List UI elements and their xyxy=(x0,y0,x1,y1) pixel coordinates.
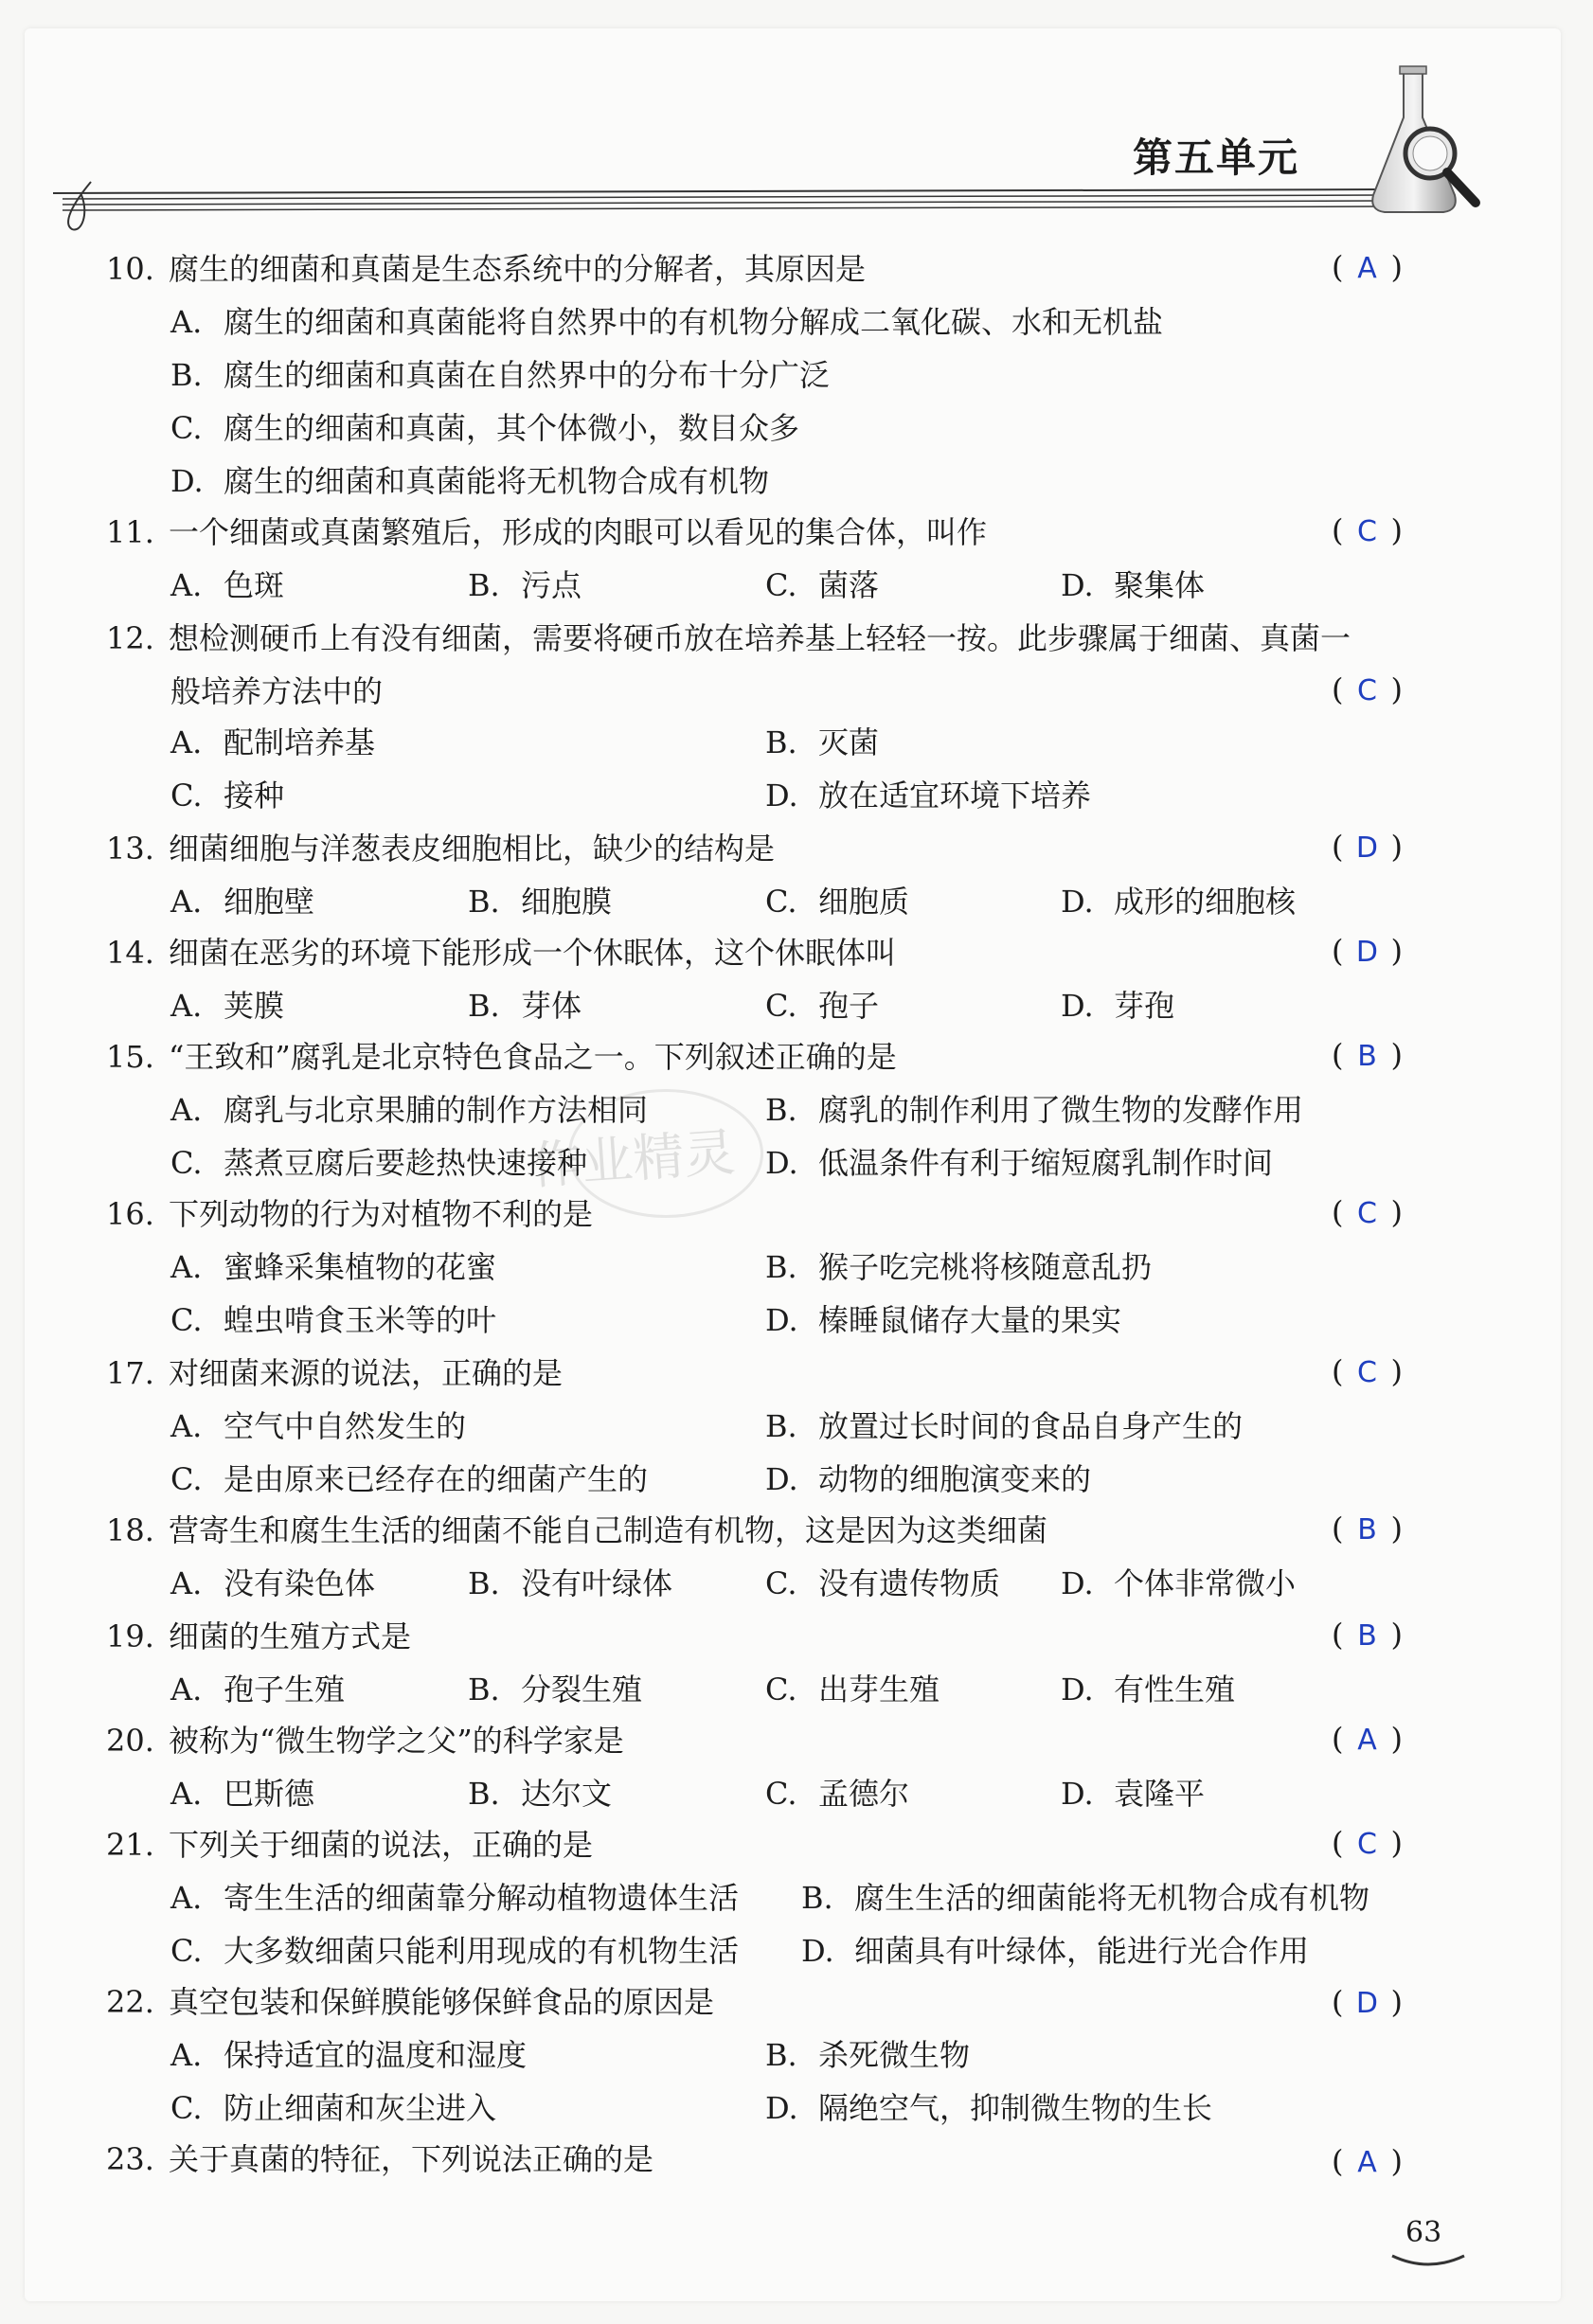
question-number: 10. xyxy=(106,251,154,287)
option-d: D. 榛睡鼠储存大量的果实 xyxy=(765,1302,1122,1338)
option-d: D. 隔绝空气，抑制微生物的生长 xyxy=(765,2090,1213,2126)
question-stem: 腐生的细菌和真菌是生态系统中的分解者，其原因是 xyxy=(169,251,867,287)
question-number: 20. xyxy=(106,1723,154,1759)
question-number: 18. xyxy=(106,1512,154,1548)
option-c: C. 蒸煮豆腐后要趁热快速接种 xyxy=(170,1145,588,1181)
option-b: B. 没有叶绿体 xyxy=(468,1565,673,1601)
answer-value: B xyxy=(1357,1619,1377,1653)
option-a: A. 保持适宜的温度和湿度 xyxy=(170,2037,528,2073)
option-d: D. 动物的细胞演变来的 xyxy=(765,1461,1092,1497)
answer-field[interactable]: ( B ) xyxy=(1332,1034,1403,1078)
option-a: A. 寄生生活的细菌靠分解动植物遗体生活 xyxy=(170,1880,740,1916)
option-c: C. 菌落 xyxy=(765,567,880,603)
answer-value: C xyxy=(1357,1356,1377,1389)
option-d: D. 放在适宜环境下培养 xyxy=(765,778,1092,813)
option-a: A. 腐生的细菌和真菌能将自然界中的有机物分解成二氧化碳、水和无机盐 xyxy=(170,304,1164,340)
answer-value: B xyxy=(1357,1040,1377,1073)
answer-field[interactable]: ( C ) xyxy=(1332,1822,1403,1866)
option-a: A. 配制培养基 xyxy=(170,724,376,760)
question-stem: 对细菌来源的说法，正确的是 xyxy=(169,1355,564,1391)
answer-value: C xyxy=(1357,1828,1377,1861)
question-number: 14. xyxy=(106,935,154,971)
answer-field[interactable]: ( D ) xyxy=(1332,930,1403,974)
question-stem: 关于真菌的特征，下列说法正确的是 xyxy=(169,2141,654,2177)
question-number: 19. xyxy=(106,1618,154,1654)
option-c: C. 大多数细菌只能利用现成的有机物生活 xyxy=(170,1933,740,1969)
answer-field[interactable]: ( A ) xyxy=(1332,246,1403,290)
option-b: B. 灭菌 xyxy=(765,724,880,760)
question-stem: 细菌在恶劣的环境下能形成一个休眠体，这个休眠体叫 xyxy=(169,935,897,971)
answer-field[interactable]: ( D ) xyxy=(1332,1981,1403,2025)
option-b: B. 腐乳的制作利用了微生物的发酵作用 xyxy=(765,1092,1304,1128)
option-d: D. 低温条件有利于缩短腐乳制作时间 xyxy=(765,1145,1274,1181)
question-stem: 一个细菌或真菌繁殖后，形成的肉眼可以看见的集合体，叫作 xyxy=(169,514,988,550)
question-stem-cont: 般培养方法中的 xyxy=(170,673,384,709)
option-c: C. 防止细菌和灰尘进入 xyxy=(170,2090,497,2126)
option-a: A. 细胞壁 xyxy=(170,884,315,920)
answer-value: A xyxy=(1357,1724,1377,1757)
option-b: B. 杀死微生物 xyxy=(765,2037,971,2073)
question-number: 13. xyxy=(106,831,154,867)
option-c: C. 出芽生殖 xyxy=(765,1671,940,1707)
answer-field[interactable]: ( D ) xyxy=(1332,826,1403,869)
page-number: 63 xyxy=(1405,2216,1442,2249)
question-stem: 营寄生和腐生生活的细菌不能自己制造有机物，这是因为这类细菌 xyxy=(169,1512,1048,1548)
option-b: B. 分裂生殖 xyxy=(468,1671,643,1707)
option-d: D. 腐生的细菌和真菌能将无机物合成有机物 xyxy=(170,463,770,499)
question-number: 16. xyxy=(106,1196,154,1232)
question-number: 17. xyxy=(106,1355,154,1391)
flask-magnifier-icon xyxy=(1364,63,1496,223)
option-b: B. 芽体 xyxy=(468,988,582,1024)
answer-value: D xyxy=(1355,1987,1379,2020)
answer-value: C xyxy=(1357,674,1377,707)
question-stem: 下列关于细菌的说法，正确的是 xyxy=(169,1827,594,1863)
option-c: C. 接种 xyxy=(170,778,285,813)
option-d: D. 袁隆平 xyxy=(1061,1776,1206,1812)
option-d: D. 聚集体 xyxy=(1061,567,1206,603)
option-c: C. 孢子 xyxy=(765,988,880,1024)
option-b: B. 达尔文 xyxy=(468,1776,613,1812)
answer-field[interactable]: ( C ) xyxy=(1332,1191,1403,1235)
answer-value: A xyxy=(1357,252,1377,285)
option-c: C. 腐生的细菌和真菌，其个体微小，数目众多 xyxy=(170,410,800,446)
question-number: 11. xyxy=(106,514,154,550)
option-a: A. 蜜蜂采集植物的花蜜 xyxy=(170,1249,497,1285)
option-b: B. 腐生的细菌和真菌在自然界中的分布十分广泛 xyxy=(170,357,831,393)
answer-field[interactable]: ( B ) xyxy=(1332,1614,1403,1657)
answer-value: C xyxy=(1357,1197,1377,1230)
answer-value: B xyxy=(1357,1513,1377,1546)
answer-value: D xyxy=(1355,831,1379,865)
option-b: B. 腐生生活的细菌能将无机物合成有机物 xyxy=(801,1880,1370,1916)
question-stem: 被称为“微生物学之父”的科学家是 xyxy=(169,1723,624,1759)
option-c: C. 细胞质 xyxy=(765,884,910,920)
answer-field[interactable]: ( B ) xyxy=(1332,1508,1403,1551)
option-d: D. 成形的细胞核 xyxy=(1061,884,1297,920)
option-d: D. 个体非常微小 xyxy=(1061,1565,1297,1601)
option-b: B. 放置过长时间的食品自身产生的 xyxy=(765,1408,1244,1444)
option-a: A. 没有染色体 xyxy=(170,1565,376,1601)
option-c: C. 没有遗传物质 xyxy=(765,1565,1001,1601)
question-stem: 下列动物的行为对植物不利的是 xyxy=(169,1196,594,1232)
question-number: 15. xyxy=(106,1039,154,1075)
question-stem: “王致和”腐乳是北京特色食品之一。下列叙述正确的是 xyxy=(169,1039,897,1075)
answer-field[interactable]: ( C ) xyxy=(1332,1350,1403,1394)
question-number: 12. xyxy=(106,620,154,656)
option-b: B. 污点 xyxy=(468,567,582,603)
question-stem: 真空包装和保鲜膜能够保鲜食品的原因是 xyxy=(169,1984,715,2020)
option-d: D. 有性生殖 xyxy=(1061,1671,1236,1707)
answer-field[interactable]: ( A ) xyxy=(1332,2140,1403,2184)
option-c: C. 蝗虫啃食玉米等的叶 xyxy=(170,1302,497,1338)
option-a: A. 色斑 xyxy=(170,567,285,603)
option-b: B. 猴子吃完桃将核随意乱扔 xyxy=(765,1249,1153,1285)
question-number: 21. xyxy=(106,1827,154,1863)
option-d: D. 细菌具有叶绿体，能进行光合作用 xyxy=(801,1933,1310,1969)
answer-field[interactable]: ( C ) xyxy=(1332,509,1403,553)
option-a: A. 腐乳与北京果脯的制作方法相同 xyxy=(170,1092,649,1128)
option-a: A. 孢子生殖 xyxy=(170,1671,346,1707)
answer-value: A xyxy=(1357,2146,1377,2179)
header-rule-lines xyxy=(53,176,1379,233)
question-stem: 细菌的生殖方式是 xyxy=(169,1618,412,1654)
answer-value: C xyxy=(1357,515,1377,548)
option-a: A. 巴斯德 xyxy=(170,1776,315,1812)
option-c: C. 是由原来已经存在的细菌产生的 xyxy=(170,1461,649,1497)
option-a: A. 荚膜 xyxy=(170,988,285,1024)
question-stem: 细菌细胞与洋葱表皮细胞相比，缺少的结构是 xyxy=(169,831,776,867)
answer-field[interactable]: ( C ) xyxy=(1332,669,1403,712)
option-c: C. 孟德尔 xyxy=(765,1776,910,1812)
option-a: A. 空气中自然发生的 xyxy=(170,1408,467,1444)
answer-value: D xyxy=(1355,936,1379,969)
question-stem: 想检测硬币上有没有细菌，需要将硬币放在培养基上轻轻一按。此步骤属于细菌、真菌一 xyxy=(169,620,1351,656)
question-number: 22. xyxy=(106,1984,154,2020)
watermark-text: 作业精灵 xyxy=(528,1122,738,1196)
answer-field[interactable]: ( A ) xyxy=(1332,1718,1403,1761)
question-number: 23. xyxy=(106,2141,154,2177)
option-d: D. 芽孢 xyxy=(1061,988,1175,1024)
option-b: B. 细胞膜 xyxy=(468,884,613,920)
page-number-ornament xyxy=(1390,2252,1466,2271)
unit-title: 第五单元 xyxy=(1133,134,1300,181)
